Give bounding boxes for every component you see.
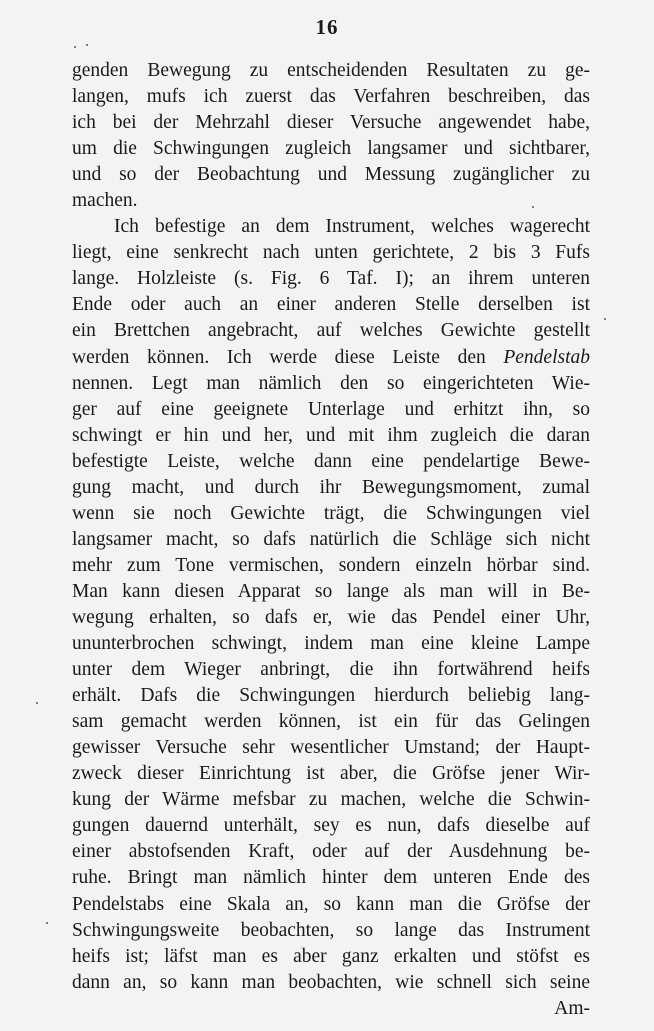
text-line: gungen dauernd unterhält, sey es nun, dafs dieselbe auf	[72, 815, 590, 837]
catchword: Am-	[554, 997, 590, 1019]
text-line: ein Brettchen angebracht, auf welches Gewichte gestellt	[72, 320, 590, 342]
text-line: langsamer macht, so dafs natürlich die Schläge sich nicht	[72, 528, 590, 550]
text-line: zweck dieser Einrichtung ist aber, die Gröfse jener Wir-	[72, 763, 590, 785]
text-line-with-italic	[72, 345, 590, 371]
print-speck	[532, 206, 534, 208]
text-line: Ende oder auch an einer anderen Stelle derselben ist	[72, 294, 590, 316]
body-text	[72, 58, 590, 1022]
text-line: ich bei der Mehrzahl dieser Versuche angewendet habe,	[72, 112, 590, 134]
text-line: mehr zum Tone vermischen, sondern einzeln hörbar sind.	[72, 554, 590, 576]
text-line: befestigte Leiste, welche dann eine pendelartige Bewe-	[72, 450, 590, 472]
text-line: sam gemacht werden können, ist ein für das Gelingen	[72, 711, 590, 733]
text-line: Schwingungsweite beobachten, so lange das Instrument	[72, 919, 590, 941]
page-number: 16	[315, 15, 339, 39]
text-line: unter dem Wieger anbringt, die ihn fortwährend heifs	[72, 659, 590, 681]
print-speck	[74, 46, 76, 48]
text-line: Pendelstabs eine Skala an, so kann man die Gröfse der	[72, 893, 590, 915]
text-line: gung macht, und durch ihr Bewegungsmoment, zumal	[72, 476, 590, 498]
text-line: und so der Beobachtung und Messung zugänglicher zu	[72, 164, 590, 186]
paragraph-start-line: Ich befestige an dem Instrument, welches wagerecht	[114, 216, 590, 238]
text-line: einer abstofsenden Kraft, oder auf der Ausdehnung be-	[72, 841, 590, 863]
text-line: Man kann diesen Apparat so lange als man will in Be-	[72, 580, 590, 602]
text-line: wenn sie noch Gewichte trägt, die Schwingungen viel	[72, 502, 590, 524]
text-line: dann an, so kann man beobachten, wie schnell sich seine	[72, 971, 590, 993]
text-line: langen, mufs ich zuerst das Verfahren beschreiben, das	[72, 86, 590, 108]
text-line: machen.	[72, 190, 138, 212]
print-speck	[604, 318, 606, 320]
text-line: nennen. Legt man nämlich den so eingerichteten Wie-	[72, 372, 590, 394]
text-line: erhält. Dafs die Schwingungen hierdurch beliebig lang-	[72, 685, 590, 707]
text-fragment: werden können. Ich werde diese Leiste den	[72, 346, 504, 368]
text-line: liegt, eine senkrecht nach unten gerichtete, 2 bis 3 Fufs	[72, 242, 590, 264]
text-line: lange. Holzleiste (s. Fig. 6 Taf. I); an ihrem unteren	[72, 268, 590, 290]
italic-term: Pendelstab	[503, 346, 590, 368]
text-line: wegung erhalten, so dafs er, wie das Pendel einer Uhr,	[72, 606, 590, 628]
text-line: um die Schwingungen zugleich langsamer und sichtbarer,	[72, 138, 590, 160]
text-line: kung der Wärme mefsbar zu machen, welche die Schwin-	[72, 789, 590, 811]
print-speck	[36, 702, 38, 704]
text-line: ger auf eine geeignete Unterlage und erhitzt ihn, so	[72, 398, 590, 420]
text-line: genden Bewegung zu entscheidenden Resultaten zu ge-	[72, 60, 590, 81]
text-line: heifs ist; läfst man es aber ganz erkalten und stöfst es	[72, 945, 590, 967]
text-line: ruhe. Bringt man nämlich hinter dem unteren Ende des	[72, 867, 590, 889]
text-line: schwingt er hin und her, und mit ihm zugleich die daran	[72, 424, 590, 446]
print-speck	[46, 922, 48, 924]
text-line: gewisser Versuche sehr wesentlicher Umstand; der Haupt-	[72, 737, 590, 759]
text-line: ununterbrochen schwingt, indem man eine kleine Lampe	[72, 633, 590, 655]
print-speck	[86, 44, 88, 46]
